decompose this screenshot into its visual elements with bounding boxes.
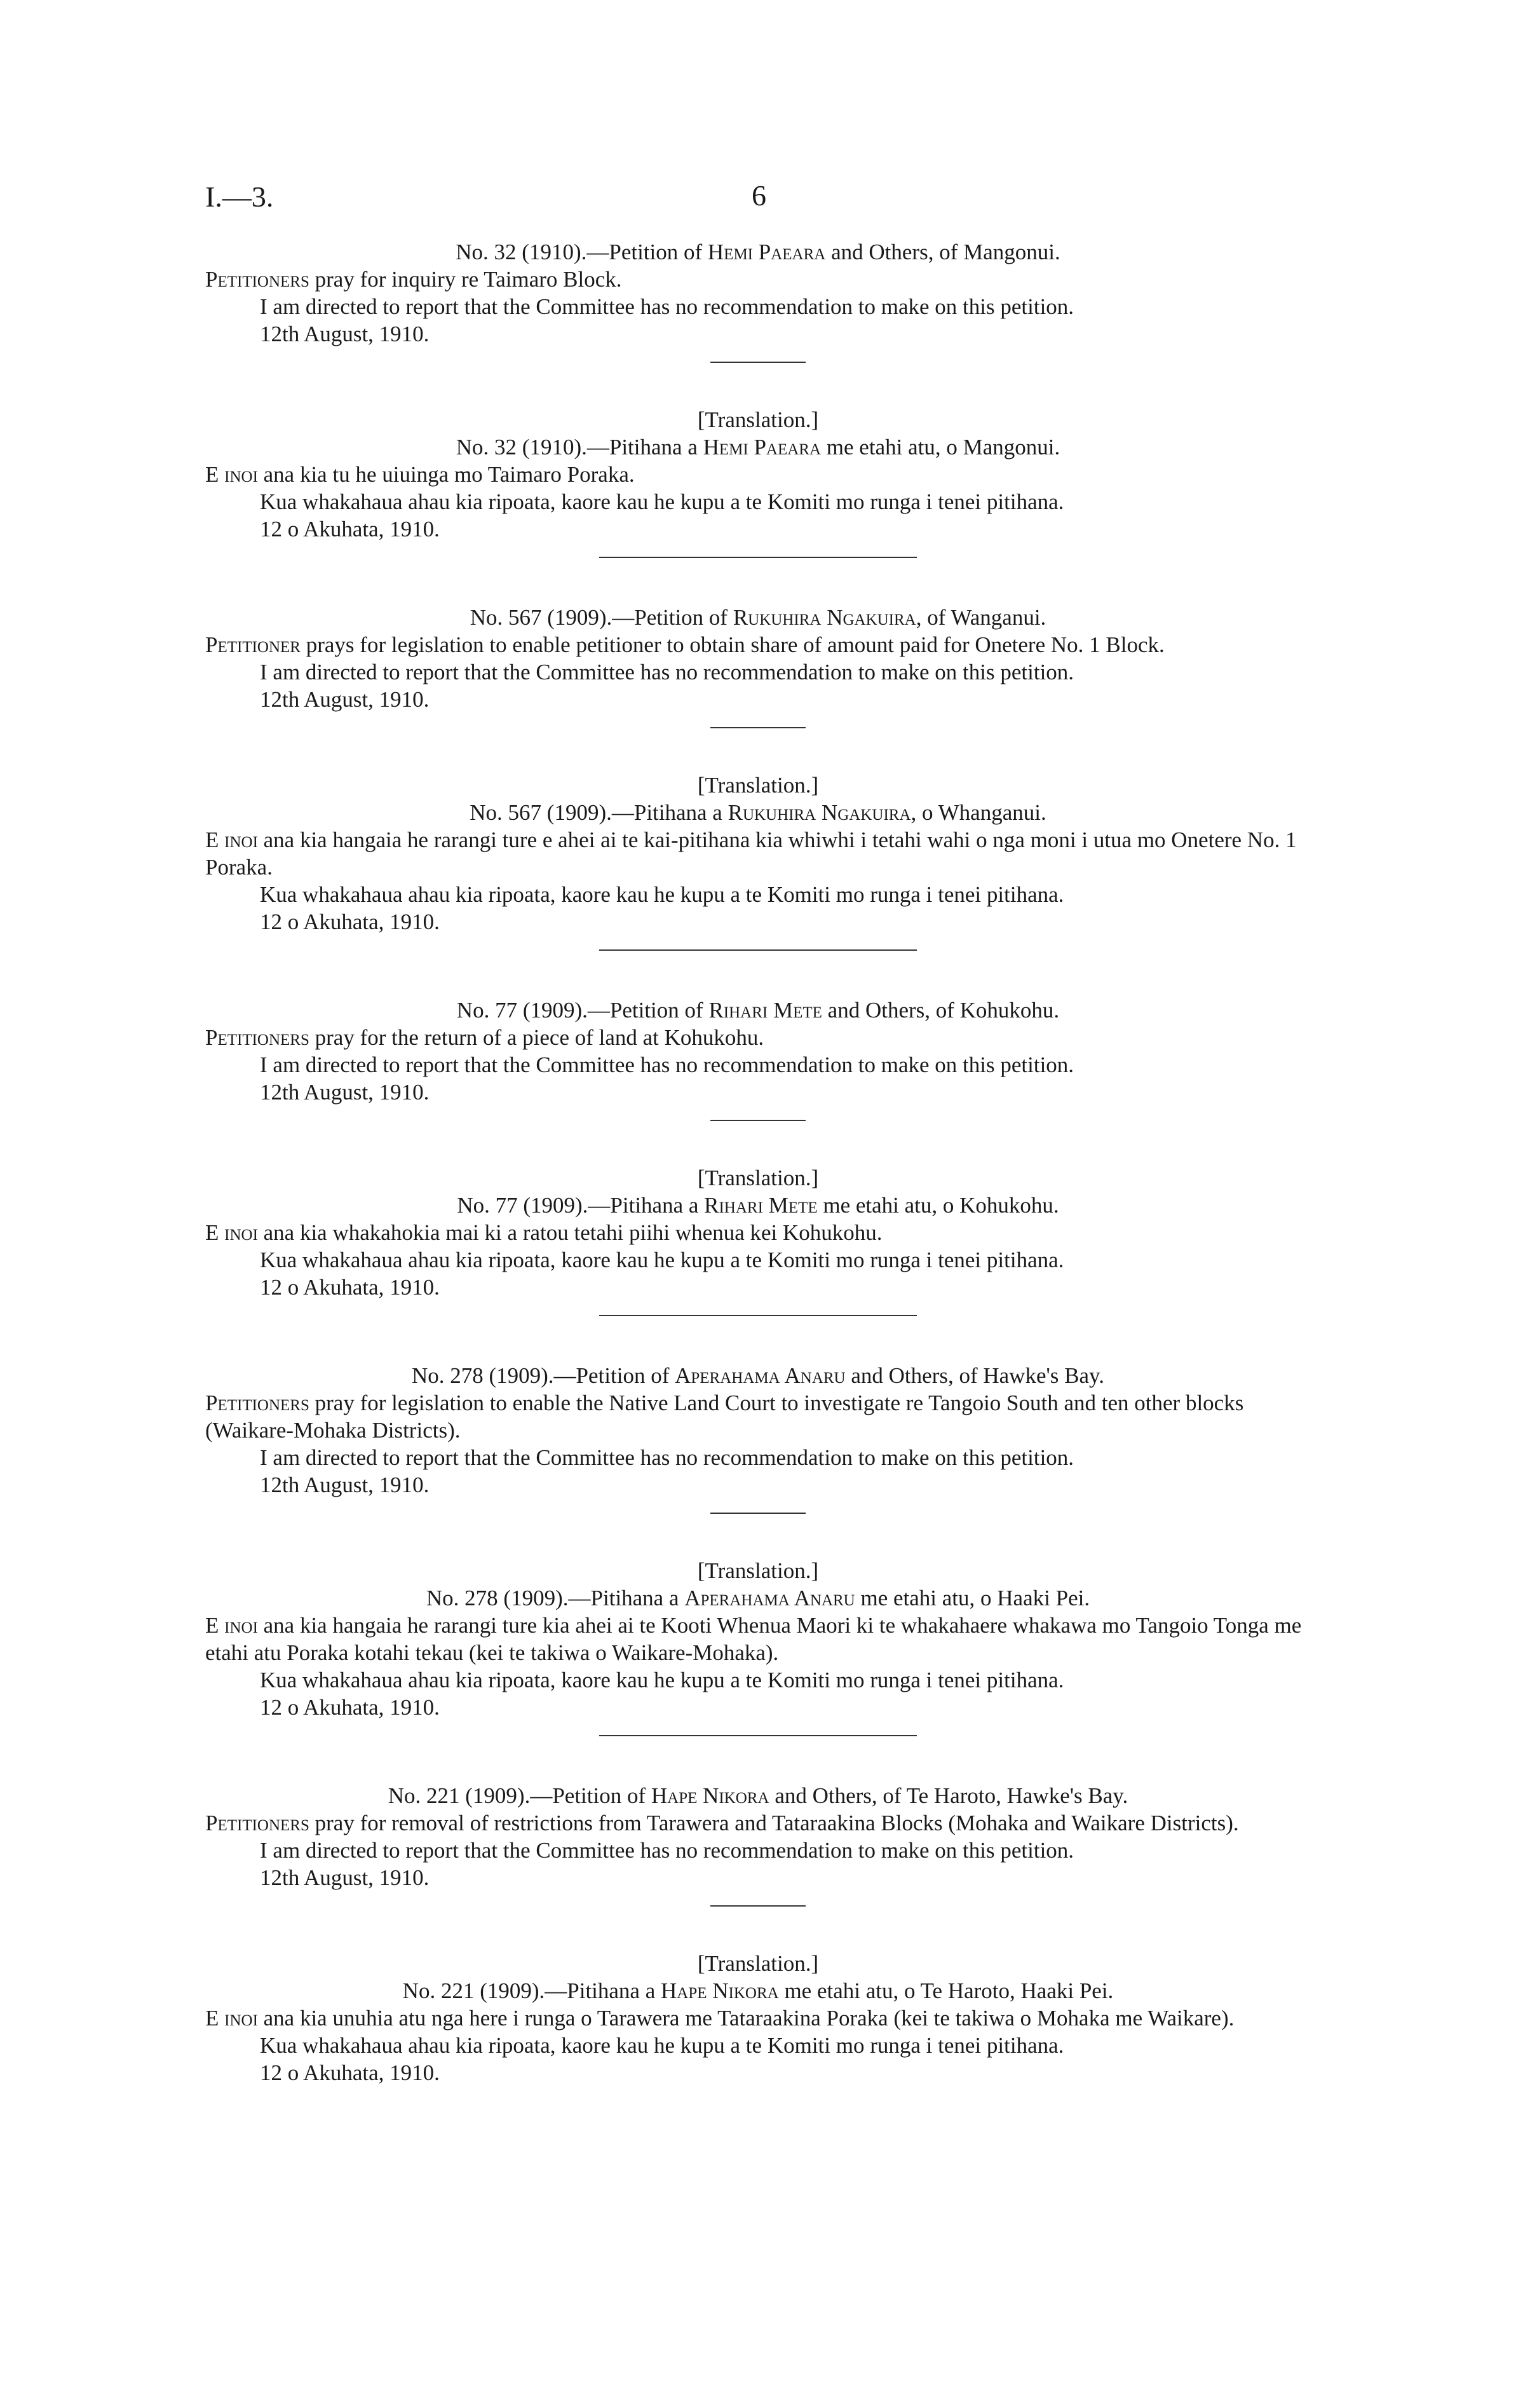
translation-heading: No. 32 (1910).—Pitihana a Hemi Paeara me etahi atu, o Mangonui. — [456, 435, 1060, 459]
translation-label: [Translation.] — [697, 1166, 819, 1190]
translation-report: Kua whakahaua ahau kia ripoata, kaore kau he kupu a te Komiti mo runga i tenei pitihana. — [260, 1248, 1064, 1272]
translation-entry — [205, 1557, 1311, 1736]
translation-heading: No. 278 (1909).—Pitihana a Aperahama Anaru me etahi atu, o Haaki Pei. — [426, 1586, 1090, 1610]
petition-heading: No. 32 (1910).—Petition of Hemi Paeara and Others, of Mangonui. — [456, 240, 1060, 264]
petition-entry — [205, 1362, 1311, 1514]
translation-date: 12 o Akuhata, 1910. — [260, 909, 440, 934]
petitioner-name: Rukuhira Ngakuira — [733, 605, 916, 630]
translation-label: [Translation.] — [697, 1951, 819, 1976]
petition-entry — [205, 604, 1311, 728]
petition-entry — [205, 997, 1311, 1121]
petition-heading: No. 221 (1909).—Petition of Hape Nikora and Others, of Te Haroto, Hawke's Bay. — [388, 1783, 1128, 1808]
report-date: 12th August, 1910. — [260, 687, 430, 712]
translation-date: 12 o Akuhata, 1910. — [260, 2060, 440, 2085]
petitioner-name: Hemi Paeara — [703, 435, 822, 459]
petitioner-name: Aperahama Anaru — [684, 1586, 855, 1610]
translation-heading: No. 221 (1909).—Pitihana a Hape Nikora me etahi atu, o Te Haroto, Haaki Pei. — [402, 1978, 1114, 2003]
petitioner-name: Rukuhira Ngakuira — [728, 800, 911, 825]
petitioner-name: Rihari Mete — [704, 1193, 818, 1218]
committee-report: I am directed to report that the Committee has no recommendation to make on this petition. — [260, 1445, 1074, 1470]
page-number: 6 — [752, 179, 766, 212]
translation-date: 12 o Akuhata, 1910. — [260, 1695, 440, 1720]
petitioner-name: Hape Nikora — [651, 1783, 769, 1808]
translation-report: Kua whakahaua ahau kia ripoata, kaore kau he kupu a te Komiti mo runga i tenei pitihana. — [260, 882, 1064, 907]
translation-label: [Translation.] — [697, 773, 819, 798]
report-date: 12th August, 1910. — [260, 1865, 430, 1890]
section-divider — [710, 1120, 806, 1121]
translation-report: Kua whakahaua ahau kia ripoata, kaore kau he kupu a te Komiti mo runga i tenei pitihana. — [260, 1668, 1064, 1692]
entry-divider — [599, 1735, 917, 1736]
petitioner-name: Hemi Paeara — [707, 240, 826, 264]
translation-date: 12 o Akuhata, 1910. — [260, 517, 440, 541]
translation-label: [Translation.] — [697, 407, 819, 432]
translation-prayer: E inoi ana kia tu he uiuinga mo Taimaro Poraka. — [205, 462, 635, 487]
translation-prayer: E inoi ana kia hangaia he rarangi ture e ahei ai te kai-pitihana kia whiwhi i tetahi wahi o nga moni i utua mo Onetere No. 1 Poraka. — [205, 827, 1297, 880]
section-divider — [710, 1905, 806, 1907]
entry-divider — [599, 557, 917, 558]
translation-entry — [205, 1164, 1311, 1316]
committee-report: I am directed to report that the Committee has no recommendation to make on this petition. — [260, 1838, 1074, 1863]
committee-report: I am directed to report that the Committee has no recommendation to make on this petition. — [260, 660, 1074, 684]
translation-prayer: E inoi ana kia whakahokia mai ki a ratou tetahi piihi whenua kei Kohukohu. — [205, 1220, 883, 1245]
petition-prayer: Petitioners pray for legislation to enable the Native Land Court to investigate re Tangoio South and ten other blocks (Waikare-Mohaka Districts). — [205, 1391, 1244, 1443]
report-date: 12th August, 1910. — [260, 1473, 430, 1497]
translation-heading: No. 567 (1909).—Pitihana a Rukuhira Ngakuira, o Whanganui. — [470, 800, 1046, 825]
petitioner-name: Aperahama Anaru — [675, 1363, 846, 1388]
petition-prayer: Petitioner prays for legislation to enable petitioner to obtain share of amount paid for Onetere No. 1 Block. — [205, 632, 1165, 657]
entry-divider — [599, 1315, 917, 1316]
petition-heading: No. 77 (1909).—Petition of Rihari Mete and Others, of Kohukohu. — [456, 998, 1060, 1023]
committee-report: I am directed to report that the Committee has no recommendation to make on this petition. — [260, 294, 1074, 319]
petitions-list — [205, 238, 1311, 2086]
petition-heading: No. 278 (1909).—Petition of Aperahama Anaru and Others, of Hawke's Bay. — [411, 1363, 1105, 1388]
translation-entry — [205, 1950, 1311, 2086]
translation-entry — [205, 406, 1311, 558]
translation-heading: No. 77 (1909).—Pitihana a Rihari Mete me etahi atu, o Kohukohu. — [457, 1193, 1059, 1218]
section-divider — [710, 362, 806, 363]
document-reference: I.—3. — [205, 180, 274, 213]
report-date: 12th August, 1910. — [260, 322, 430, 346]
petition-prayer: Petitioners pray for the return of a piece of land at Kohukohu. — [205, 1025, 764, 1050]
translation-date: 12 o Akuhata, 1910. — [260, 1275, 440, 1300]
section-divider — [710, 727, 806, 728]
committee-report: I am directed to report that the Committee has no recommendation to make on this petition. — [260, 1052, 1074, 1077]
petitioner-name: Rihari Mete — [708, 998, 822, 1023]
translation-label: [Translation.] — [697, 1558, 819, 1583]
translation-report: Kua whakahaua ahau kia ripoata, kaore kau he kupu a te Komiti mo runga i tenei pitihana. — [260, 2033, 1064, 2058]
petition-heading: No. 567 (1909).—Petition of Rukuhira Ngakuira, of Wanganui. — [470, 605, 1046, 630]
section-divider — [710, 1513, 806, 1514]
translation-prayer: E inoi ana kia unuhia atu nga here i runga o Tarawera me Tataraakina Poraka (kei te takiwa o Mohaka me Waikare). — [205, 2006, 1235, 2030]
report-date: 12th August, 1910. — [260, 1080, 430, 1105]
translation-prayer: E inoi ana kia hangaia he rarangi ture kia ahei ai te Kooti Whenua Maori ki te whakahaere whakawa mo Tangoio Tonga me etahi atu Poraka kotahi tekau (kei te takiwa o Waikare-Mohaka). — [205, 1613, 1302, 1665]
petition-prayer: Petitioners pray for removal of restrictions from Tarawera and Tataraakina Blocks (Mohaka and Waikare Districts). — [205, 1811, 1239, 1835]
petition-entry — [205, 238, 1311, 363]
entry-divider — [599, 949, 917, 951]
petition-entry — [205, 1782, 1311, 1907]
petitioner-name: Hape Nikora — [661, 1978, 779, 2003]
translation-report: Kua whakahaua ahau kia ripoata, kaore kau he kupu a te Komiti mo runga i tenei pitihana. — [260, 489, 1064, 514]
petition-prayer: Petitioners pray for inquiry re Taimaro Block. — [205, 267, 622, 292]
translation-entry — [205, 772, 1311, 951]
